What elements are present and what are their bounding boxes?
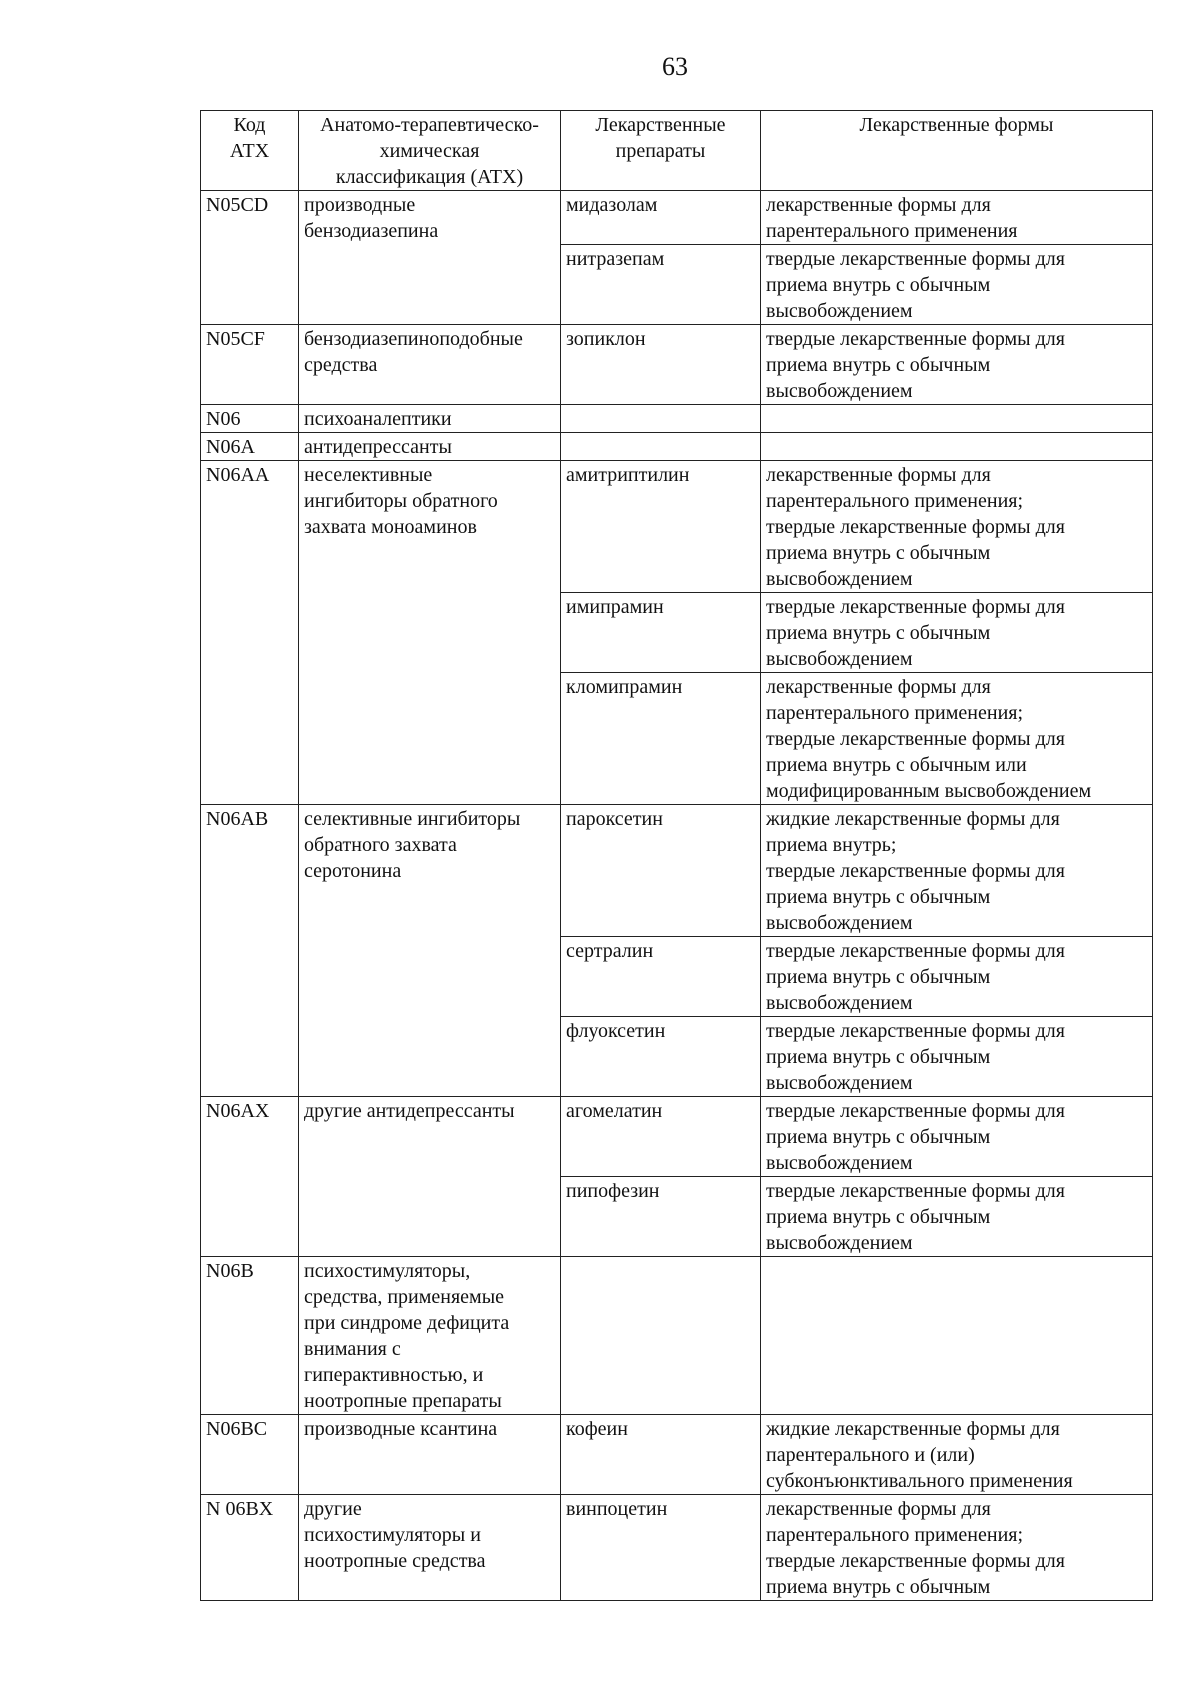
drug-cell — [561, 433, 761, 461]
table-row — [201, 1257, 1153, 1415]
drug-cell: нитразепам — [561, 245, 761, 325]
atx-classification-cell: производные бензодиазепина — [299, 191, 561, 325]
table-row — [201, 805, 1153, 937]
drug-cell — [561, 405, 761, 433]
drug-cell: пипофезин — [561, 1177, 761, 1257]
atx-code-cell: N06A — [201, 433, 299, 461]
dosage-form-cell: лекарственные формы для парентерального применения; твердые лекарственные формы для приема внутрь с обычным высвобождением — [761, 461, 1153, 593]
drug-cell: имипрамин — [561, 593, 761, 673]
drug-cell: мидазолам — [561, 191, 761, 245]
atx-classification-cell: бензодиазепиноподобные средства — [299, 325, 561, 405]
dosage-form-cell: твердые лекарственные формы для приема внутрь с обычным высвобождением — [761, 1017, 1153, 1097]
dosage-form-cell: лекарственные формы для парентерального применения; твердые лекарственные формы для приема внутрь с обычным или модифицированным высвобождением — [761, 673, 1153, 805]
table-row — [201, 1415, 1153, 1495]
atx-table — [200, 110, 1153, 1601]
page-number: 63 — [662, 52, 688, 81]
drug-cell: сертралин — [561, 937, 761, 1017]
atx-classification-cell: селективные ингибиторы обратного захвата серотонина — [299, 805, 561, 1097]
header-row — [201, 111, 1153, 191]
drug-cell: пароксетин — [561, 805, 761, 937]
dosage-form-cell: твердые лекарственные формы для приема внутрь с обычным высвобождением — [761, 245, 1153, 325]
dosage-form-cell: лекарственные формы для парентерального применения; твердые лекарственные формы для приема внутрь с обычным — [761, 1495, 1153, 1601]
atx-code-cell: N06B — [201, 1257, 299, 1415]
atx-classification-cell: другие психостимуляторы и ноотропные средства — [299, 1495, 561, 1601]
table-row — [201, 325, 1153, 405]
dosage-form-cell: твердые лекарственные формы для приема внутрь с обычным высвобождением — [761, 1097, 1153, 1177]
table-row — [201, 405, 1153, 433]
atx-classification-cell: психостимуляторы, средства, применяемые при синдроме дефицита внимания с гиперактивностью, и ноотропные препараты — [299, 1257, 561, 1415]
atx-classification-cell: другие антидепрессанты — [299, 1097, 561, 1257]
drug-cell: агомелатин — [561, 1097, 761, 1177]
drug-cell: амитриптилин — [561, 461, 761, 593]
atx-code-cell: N06AX — [201, 1097, 299, 1257]
header-classification: Анатомо-терапевтическо- химическая классификация (АТХ) — [299, 111, 561, 191]
drug-cell: винпоцетин — [561, 1495, 761, 1601]
table-row — [201, 1495, 1153, 1601]
atx-code-cell: N06 — [201, 405, 299, 433]
atx-code-cell: N06AB — [201, 805, 299, 1097]
atx-classification-cell: производные ксантина — [299, 1415, 561, 1495]
dosage-form-cell: твердые лекарственные формы для приема внутрь с обычным высвобождением — [761, 1177, 1153, 1257]
drug-cell: флуоксетин — [561, 1017, 761, 1097]
table-row — [201, 191, 1153, 245]
header-forms: Лекарственные формы — [761, 111, 1153, 191]
drug-cell: кломипрамин — [561, 673, 761, 805]
table-row — [201, 1097, 1153, 1177]
atx-code-cell: N05CF — [201, 325, 299, 405]
atx-code-cell: N06AA — [201, 461, 299, 805]
table-header — [201, 111, 1153, 191]
dosage-form-cell: твердые лекарственные формы для приема внутрь с обычным высвобождением — [761, 593, 1153, 673]
atx-code-cell: N05CD — [201, 191, 299, 325]
dosage-form-cell: твердые лекарственные формы для приема внутрь с обычным высвобождением — [761, 325, 1153, 405]
header-drugs: Лекарственные препараты — [561, 111, 761, 191]
dosage-form-cell: жидкие лекарственные формы для парентерального и (или) субконъюнктивального применения — [761, 1415, 1153, 1495]
atx-classification-cell: антидепрессанты — [299, 433, 561, 461]
dosage-form-cell: твердые лекарственные формы для приема внутрь с обычным высвобождением — [761, 937, 1153, 1017]
atx-classification-cell: психоаналептики — [299, 405, 561, 433]
atx-classification-cell: неселективные ингибиторы обратного захвата моноаминов — [299, 461, 561, 805]
drug-cell: зопиклон — [561, 325, 761, 405]
table-body — [201, 191, 1153, 1601]
dosage-form-cell: жидкие лекарственные формы для приема внутрь; твердые лекарственные формы для приема внутрь с обычным высвобождением — [761, 805, 1153, 937]
table-row — [201, 433, 1153, 461]
drug-cell — [561, 1257, 761, 1415]
table-row — [201, 461, 1153, 593]
dosage-form-cell — [761, 405, 1153, 433]
dosage-form-cell — [761, 433, 1153, 461]
atx-code-cell: N06BC — [201, 1415, 299, 1495]
dosage-form-cell — [761, 1257, 1153, 1415]
header-code: Код АТХ — [201, 111, 299, 191]
drug-cell: кофеин — [561, 1415, 761, 1495]
atx-code-cell: N 06BX — [201, 1495, 299, 1601]
dosage-form-cell: лекарственные формы для парентерального применения — [761, 191, 1153, 245]
